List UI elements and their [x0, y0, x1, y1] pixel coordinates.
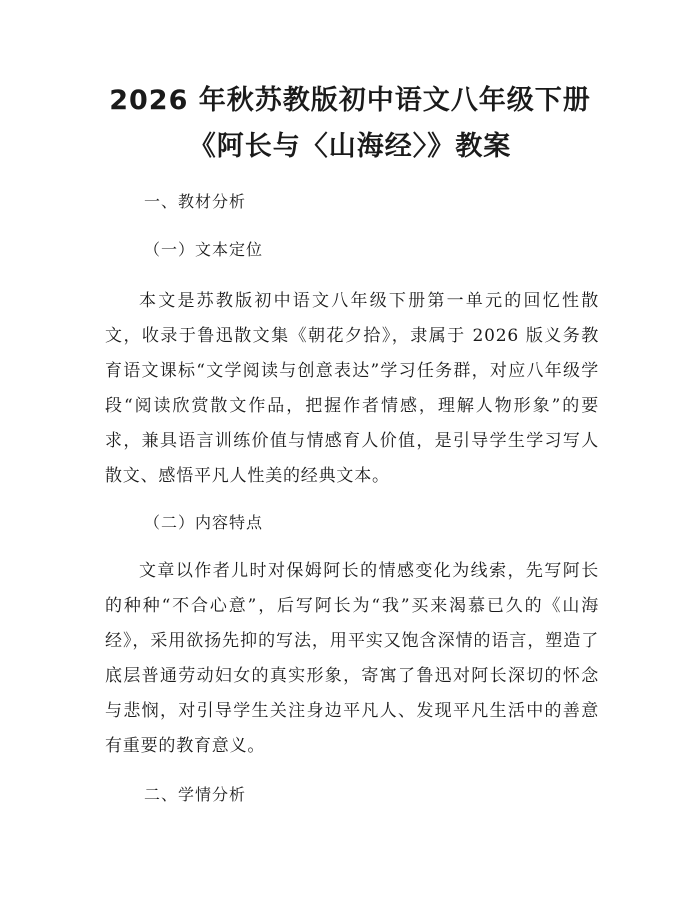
paragraph-content-features: 文章以作者儿时对保姆阿长的情感变化为线索，先写阿长的种种“不合心意”，后写阿长为“我”买来渴慕已久的《山海经》，采用欲扬先抑的写法，用平实又饱含深情的语言，塑造了底层普通劳动妇女的真实形象，寄寓了鲁迅对阿长深切的怀念与悲悯，对引导学生关注身边平凡人、发现平凡生活中的善意有重要的教育意义。 [105, 561, 599, 756]
subsection-heading-content-features: （二）内容特点 [144, 513, 264, 532]
section-heading-learner-analysis: 二、学情分析 [144, 785, 247, 804]
document-title: 2026 年秋苏教版初中语文八年级下册《阿长与〈山海经〉》教案 [109, 85, 591, 162]
section-heading-textbook-analysis: 一、教材分析 [144, 192, 247, 211]
paragraph-text-positioning: 本文是苏教版初中语文八年级下册第一单元的回忆性散文，收录于鲁迅散文集《朝花夕拾》，隶属于 2026 版义务教育语文课标“文学阅读与创意表达”学习任务群，对应八年级学段“阅读欣赏散文作品，把握作者情感，理解人物形象”的要求，兼具语言训练价值与情感育人价值，是引导学生学习写人散文、感悟平凡人性美的经典文本。 [105, 291, 599, 486]
subsection-heading-text-positioning: （一）文本定位 [144, 240, 264, 259]
